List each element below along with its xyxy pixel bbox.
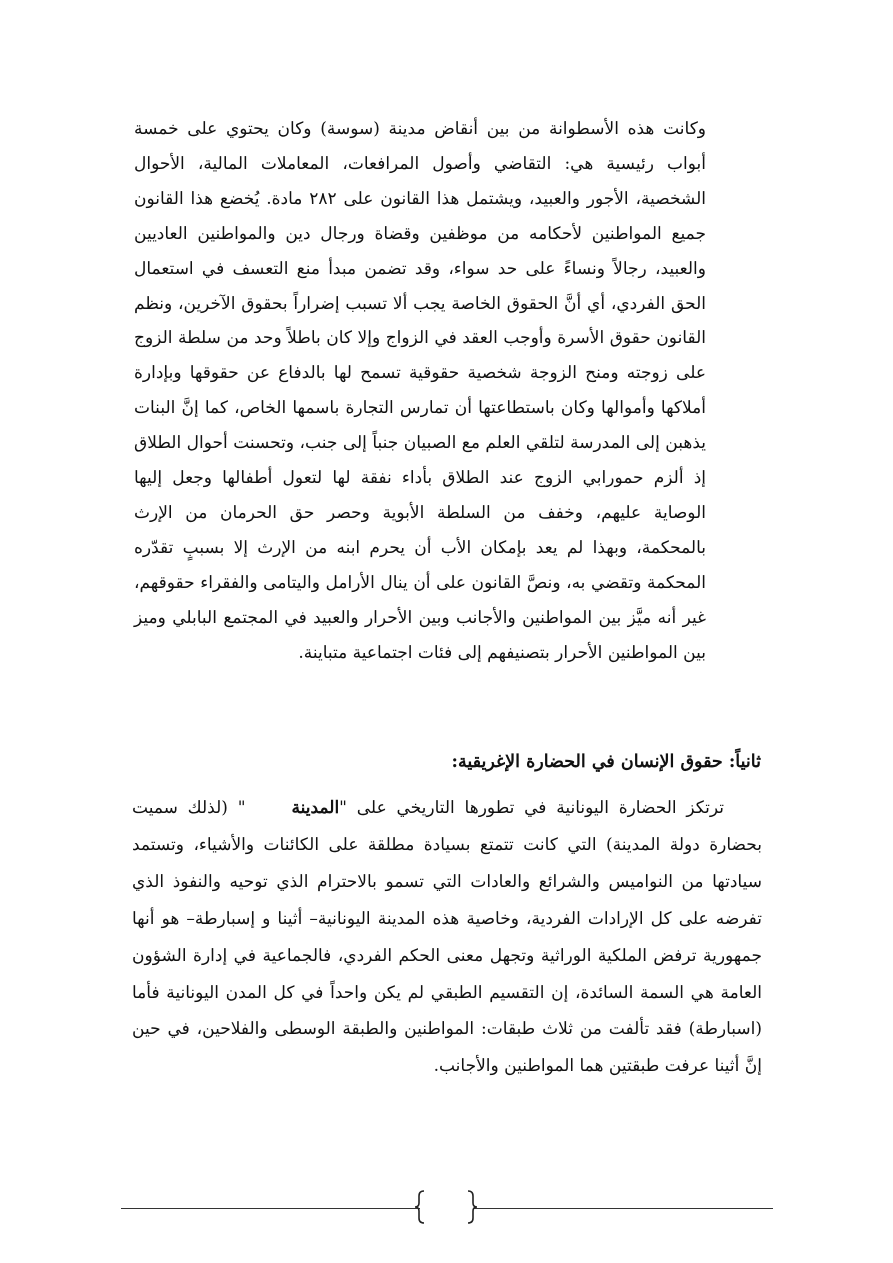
footer-rule-left bbox=[121, 1208, 420, 1209]
footer-right-brace-icon bbox=[466, 1190, 478, 1224]
paragraph-text-start: ترتكز الحضارة اليونانية في تطورها التاريخي على " bbox=[339, 798, 724, 818]
bold-term-city: المدينة bbox=[291, 798, 340, 818]
paragraph-hammurabi-code: وكانت هذه الأسطوانة من بين أنقاض مدينة (سوسة) وكان يحتوي على خمسة أبواب رئيسية هي: التقاضي وأصول المرافعات، المعاملات المالية، الأحوال الشخصية، الأجور والعبيد، ويشتمل هذا القانون على ٢٨٢ مادة. يُخضع هذا القانون جميع المواطنين لأحكامه من موظفين وقضاة ورجال دين والمواطنين العاديين والعبيد، رجالاً ونساءً على حد سواء، وقد تضمن مبدأ منع التعسف في استعمال الحق الفردي، أي أنَّ الحقوق الخاصة يجب ألا تسبب إضراراً بحقوق الآخرين، ونظم القانون حقوق الأسرة وأوجب العقد في الزواج وإلا كان باطلاً وحد من سلطة الزوج على زوجته ومنح الزوجة شخصية حقوقية تسمح لها بالدفاع عن حقوقها وبإدارة أملاكها وأموالها وكان باستطاعتها أن تمارس التجارة باسمها الخاص، كما إنَّ البنات يذهبن إلى المدرسة لتلقي العلم مع الصبيان جنباً إلى جنب، وتحسنت أحوال الطلاق إذ ألزم حمورابي الزوج عند الطلاق بأداء نفقة لها لتعول أطفالها وجعل إليها الوصاية عليهم، وخفف من السلطة الأبوية وحصر حق الحرمان من الإرث بالمحكمة، وبهذا لم يعد بإمكان الأب أن يحرم ابنه من الإرث إلا بسببٍ تقدّره المحكمة وتقضي به، ونصَّ القانون على أن ينال الأرامل واليتامى والفقراء حقوقهم، غير أنه ميَّز بين المواطنين والأجانب وبين الأحرار والعبيد في المجتمع البابلي وميز بين المواطنين الأحرار بتصنيفهم إلى فئات اجتماعية متباينة. bbox=[134, 119, 706, 663]
footer-left-brace-icon bbox=[414, 1190, 426, 1224]
quote-close: " bbox=[237, 798, 246, 818]
section-heading-greek-civilization: ثانياً: حقوق الإنسان في الحضارة الإغريقية: bbox=[451, 752, 761, 772]
paragraph-text-rest: (لذلك سميت بحضارة دولة المدينة) التي كانت تتمتع بسيادة مطلقة على الكائنات والأشياء، وتستمد سيادتها من النواميس والشرائع والعادات التي تسمو بالاحترام الذي توحيه والنفوذ الذي تفرضه على كل الإرادات الفردية، وخاصية هذه المدينة اليونانية– أثينا و إسبارطة– هو أنها جمهورية ترفض الملكية الوراثية وتجهل معنى الحكم الفردي، فالجماعية في إدارة الشؤون العامة هي السمة السائدة، إن التقسيم الطبقي لم يكن واحداً في كل المدن اليونانية فأما (اسبارطة) فقد تألفت من ثلاث طبقات: المواطنين والطبقة الوسطى والفلاحين، في حين إنَّ أثينا عرفت طبقتين هما المواطنين والأجانب. bbox=[132, 798, 762, 1077]
footer-rule-right bbox=[474, 1208, 773, 1209]
paragraph-greek-city-state bbox=[132, 790, 762, 1085]
